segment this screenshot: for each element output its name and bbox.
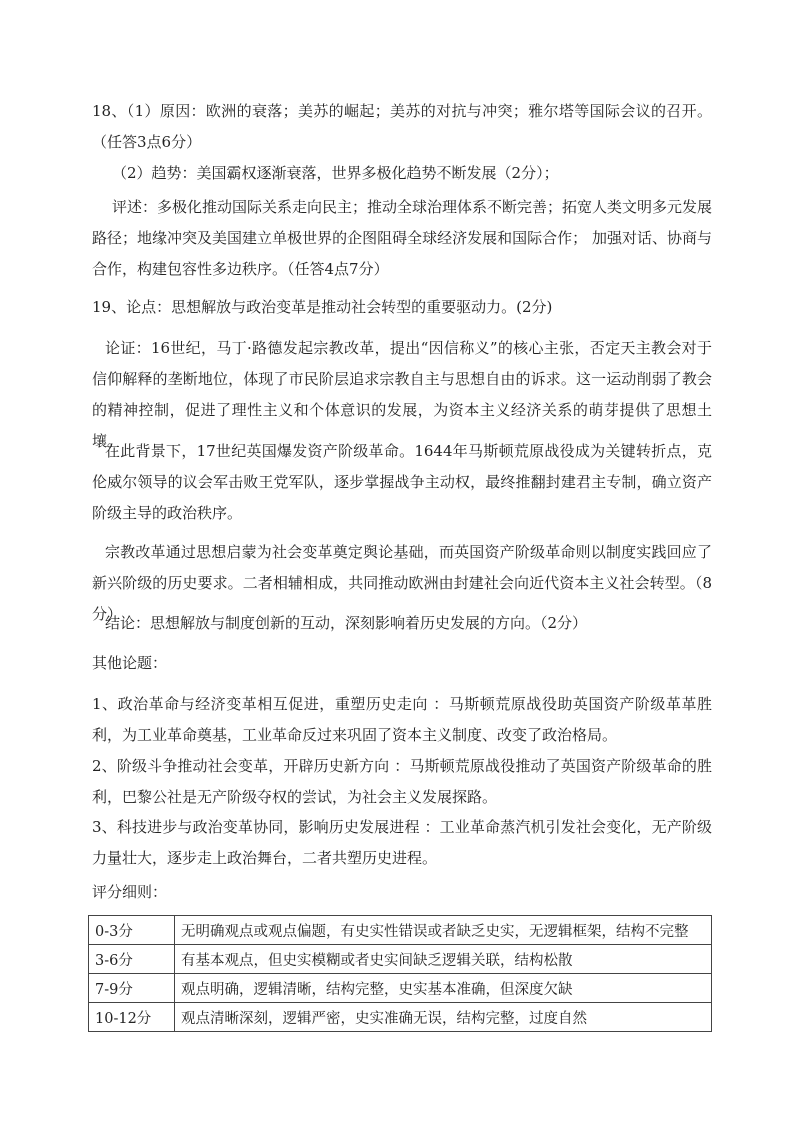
q19-argument-2: 在此背景下，17世纪英国爆发资产阶级革命。1644年马斯顿荒原战役成为关键转折点，克伦威尔领导的议会军击败王党军队，逐步掌握战争主动权，最终推翻封建君主专制，确立资产阶级主导的政治秩序。 bbox=[92, 442, 712, 522]
rubric-score: 7-9分 bbox=[89, 974, 175, 1003]
rubric-description: 无明确观点或观点偏题，有史实性错误或者缺乏史实，无逻辑框架，结构不完整 bbox=[175, 916, 712, 945]
q19-argument-3: 宗教改革通过思想启蒙为社会变革奠定舆论基础，而英国资产阶级革命则以制度实践回应了新兴阶级的历史要求。二者相辅相成，共同推动欧洲由封建社会向近代资本主义社会转型。（8分） bbox=[92, 543, 712, 623]
table-row bbox=[89, 974, 712, 1003]
rubric-score: 10-12分 bbox=[89, 1003, 175, 1032]
q18-part2: （2）趋势：美国霸权逐渐衰落，世界多极化趋势不断发展（2分）； bbox=[112, 164, 559, 182]
rubric-description: 观点明确，逻辑清晰，结构完整，史实基本准确，但深度欠缺 bbox=[175, 974, 712, 1003]
rubric-heading: 评分细则： bbox=[92, 883, 168, 901]
other-topics-heading: 其他论题： bbox=[92, 654, 168, 672]
rubric-score: 3-6分 bbox=[89, 945, 175, 974]
rubric-description: 有基本观点，但史实模糊或者史实间缺乏逻辑关联，结构松散 bbox=[175, 945, 712, 974]
rubric-description: 观点清晰深刻，逻辑严密，史实准确无误，结构完整，过度自然 bbox=[175, 1003, 712, 1032]
other-topic-1: 1、政治革命与经济变革相互促进，重塑历史走向 ：马斯顿荒原战役助英国资产阶级革革胜利，为工业革命奠基，工业革命反过来巩固了资本主义制度、改变了政治格局。 bbox=[92, 695, 712, 744]
table-row bbox=[89, 916, 712, 945]
q18-part1: 18、（1）原因：欧洲的衰落；美苏的崛起；美苏的对抗与冲突；雅尔塔等国际会议的召开。（任答3点6分） bbox=[92, 102, 712, 151]
other-topic-3: 3、科技进步与政治变革协同，影响历史发展进程 ：工业革命蒸汽机引发社会变化，无产阶级力量壮大，逐步走上政治舞台，二者共塑历史进程。 bbox=[92, 818, 712, 867]
table-row bbox=[89, 1003, 712, 1032]
rubric-score: 0-3分 bbox=[89, 916, 175, 945]
q19-conclusion: 结论：思想解放与制度创新的互动，深刻影响着历史发展的方向。（2分） bbox=[105, 614, 588, 632]
q19-argument-1: 论证：16世纪，马丁·路德发起宗教改革，提出“因信称义”的核心主张，否定天主教会对于信仰解释的垄断地位，体现了市民阶层追求宗教自主与思想自由的诉求。这一运动削弱了教会的精神控制，促进了理性主义和个体意识的发展，为资本主义经济关系的萌芽提供了思想土壤。 bbox=[92, 339, 712, 450]
q19-thesis: 19、论点：思想解放与政治变革是推动社会转型的重要驱动力。(2分) bbox=[92, 298, 553, 316]
rubric-table bbox=[88, 915, 712, 1032]
q18-comment: 评述：多极化推动国际关系走向民主；推动全球治理体系不断完善；拓宽人类文明多元发展路径；地缘冲突及美国建立单极世界的企图阻碍全球经济发展和国际合作； 加强对话、协商与合作，构建包容性多边秩序。（任答4点7分） bbox=[92, 198, 713, 278]
table-row bbox=[89, 945, 712, 974]
other-topic-2: 2、阶级斗争推动社会变革，开辟历史新方向 ：马斯顿荒原战役推动了英国资产阶级革命的胜利，巴黎公社是无产阶级夺权的尝试，为社会主义发展探路。 bbox=[92, 757, 712, 806]
